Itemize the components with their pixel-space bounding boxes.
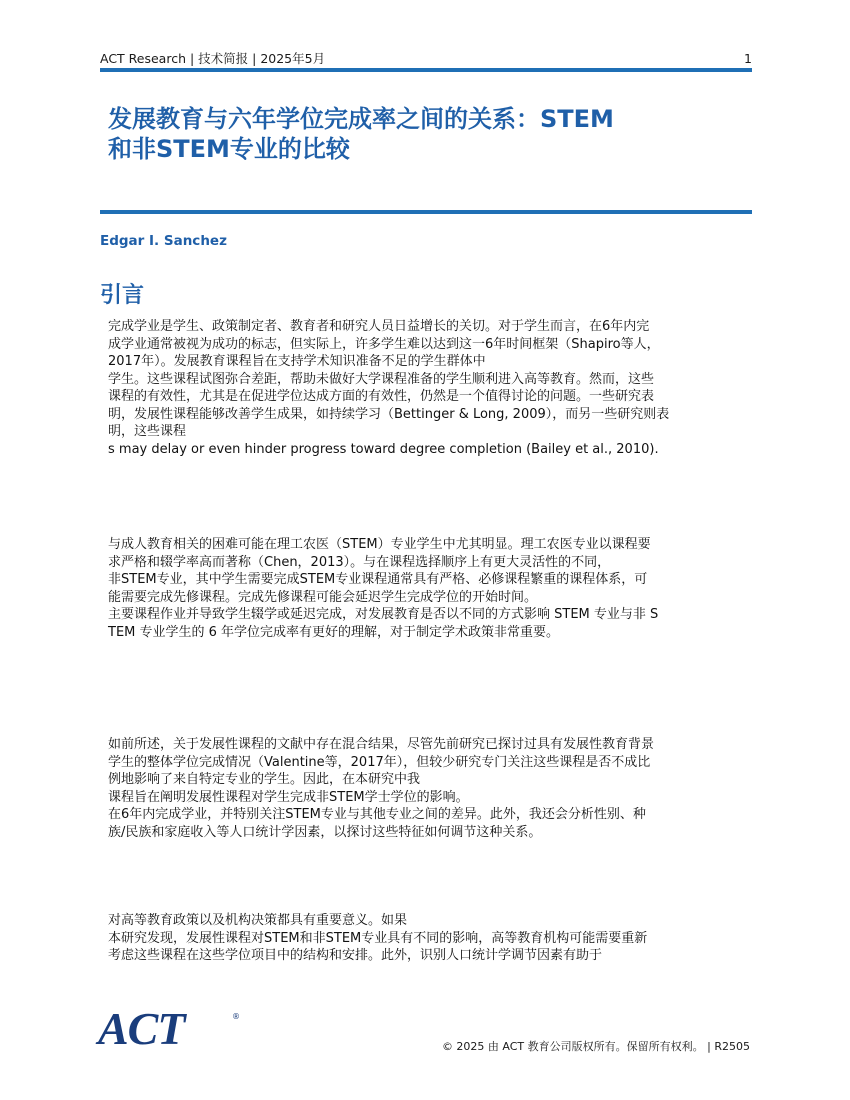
title-line: 和非STEM专业的比较 [108,135,350,163]
text-line: 能需要完成先修课程。完成先修课程可能会延迟学生完成学位的开始时间。 [108,589,538,605]
text-line: s may delay or even hinder progress toward degree completion (Bailey et al., 2010). [108,441,659,457]
text-line: 课程的有效性，尤其是在促进学位达成方面的有效性，仍然是一个值得讨论的问题。一些研究表 [108,389,655,404]
text-line: 明，发展性课程能够改善学生成果，如持续学习（Bettinger & Long, 2009），而另一些研究则表 [108,406,670,422]
text-line: 学生的整体学位完成情况（Valentine等，2017年），但较少研究专门关注这些课程是否不成比 [108,754,651,770]
author-name: Edgar I. Sanchez [100,233,227,249]
text-line: 与成人教育相关的困难可能在理工农医（STEM）专业学生中尤其明显。理工农医专业以课程要 [108,537,651,552]
text-line: 考虑这些课程在这些学位项目中的结构和安排。此外，识别人口统计学调节因素有助于 [108,948,603,963]
document-title [108,104,748,164]
text-line: 族/民族和家庭收入等人口统计学因素，以探讨这些特征如何调节这种关系。 [108,824,542,840]
text-line: 如前所述，关于发展性课程的文献中存在混合结果，尽管先前研究已探讨过具有发展性教育背景 [108,737,655,752]
text-line: 完成学业是学生、政策制定者、教育者和研究人员日益增长的关切。对于学生而言，在6年内完 [108,319,650,334]
page-number: 1 [744,51,752,66]
text-line: 例地影响了来自特定专业的学生。因此，在本研究中我 [108,772,421,787]
text-line: 学生。这些课程试图弥合差距，帮助未做好大学课程准备的学生顺利进入高等教育。然而，这些 [108,371,655,387]
page-header [100,51,752,73]
title-divider [100,210,752,214]
text-line: 成学业通常被视为成功的标志，但实际上，许多学生难以达到这一6年时间框架（Shapiro等人， [108,336,660,352]
paragraph [108,536,753,641]
text-line: TEM 专业学生的 6 年学位完成率有更好的理解，对于制定学术政策非常重要。 [108,624,560,640]
text-line: 本研究发现，发展性课程对STEM和非STEM专业具有不同的影响，高等教育机构可能需要重新 [108,930,648,946]
paragraph [108,736,753,841]
text-line: 主要课程作业并导致学生辍学或延迟完成，对发展教育是否以不同的方式影响 STEM 专业与非 S [108,607,659,622]
text-line: 在6年内完成学业，并特别关注STEM专业与其他专业之间的差异。此外，我还会分析性别、种 [108,807,646,822]
header-divider [100,68,752,72]
act-logo: ACT [98,1003,185,1054]
text-line: 明，这些课程 [108,424,187,439]
paragraph [108,318,753,458]
registered-mark: ® [232,1012,240,1021]
title-line: 发展教育与六年学位完成率之间的关系：STEM [108,105,614,133]
paragraph [108,912,753,965]
text-line: 求严格和辍学率高而著称（Chen，2013）。与在课程选择顺序上有更大灵活性的不同， [108,554,611,570]
text-line: 非STEM专业，其中学生需要完成STEM专业课程通常具有严格、必修课程繁重的课程体系，可 [108,572,648,587]
text-line: 课程旨在阐明发展性课程对学生完成非STEM学士学位的影响。 [108,789,469,805]
section-heading-introduction: 引言 [100,283,145,308]
running-title: ACT Research | 技术简报 | 2025年5月 [100,51,326,66]
copyright-notice: © 2025 由 ACT 教育公司版权所有。保留所有权利。 | R2505 [441,1040,750,1053]
text-line: 2017年）。发展教育课程旨在支持学术知识准备不足的学生群体中 [108,354,486,369]
text-line: 对高等教育政策以及机构决策都具有重要意义。如果 [108,913,408,928]
